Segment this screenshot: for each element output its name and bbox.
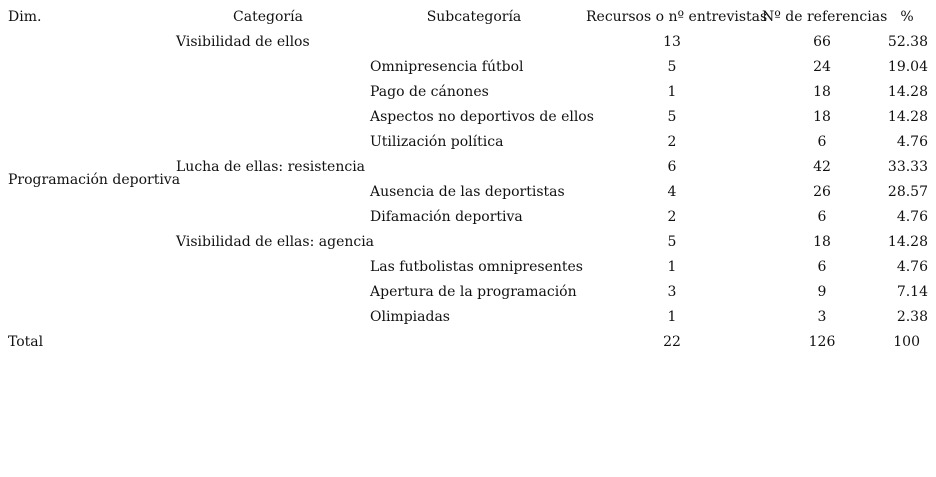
cell-referencias: 42	[813, 159, 831, 175]
cell-pct: 14.28	[887, 84, 928, 100]
cell-recursos: 5	[667, 59, 677, 75]
cell-pct: 2.38	[896, 309, 928, 325]
total-pct: 100	[893, 334, 920, 350]
cell-referencias: 6	[817, 259, 827, 275]
cell-pct: 4.76	[896, 134, 928, 150]
cell-pct: 52.38	[887, 34, 928, 50]
cell-pct: 33.33	[887, 159, 928, 175]
cell-pct: 14.28	[887, 109, 928, 125]
cell-pct: 7.14	[896, 284, 928, 300]
cell-referencias: 18	[813, 234, 831, 250]
cell-recursos: 6	[667, 159, 677, 175]
cell-subcategoria: Difamación deportiva	[370, 209, 523, 225]
cell-categoria: Visibilidad de ellos	[176, 34, 310, 50]
cell-recursos: 4	[667, 184, 677, 200]
cell-pct: 4.76	[896, 209, 928, 225]
cell-subcategoria: Apertura de la programación	[370, 284, 577, 300]
cell-subcategoria: Olimpiadas	[370, 309, 450, 325]
cell-referencias: 9	[817, 284, 827, 300]
cell-pct: 14.28	[887, 234, 928, 250]
cell-subcategoria: Pago de cánones	[370, 84, 489, 100]
header-dim: Dim.	[8, 9, 42, 25]
cell-recursos: 13	[663, 34, 681, 50]
cell-subcategoria: Las futbolistas omnipresentes	[370, 259, 583, 275]
cell-subcategoria: Omnipresencia fútbol	[370, 59, 524, 75]
cell-subcategoria: Ausencia de las deportistas	[370, 184, 565, 200]
cell-subcategoria: Utilización política	[370, 134, 504, 150]
total-referencias: 126	[808, 334, 836, 350]
cell-pct: 4.76	[896, 259, 928, 275]
cell-recursos: 5	[667, 234, 677, 250]
cell-pct: 19.04	[887, 59, 928, 75]
cell-recursos: 1	[667, 259, 677, 275]
cell-referencias: 26	[813, 184, 831, 200]
cell-recursos: 3	[667, 284, 677, 300]
cell-categoria: Visibilidad de ellas: agencia	[176, 234, 375, 250]
cell-recursos: 1	[667, 84, 677, 100]
cell-pct: 28.57	[887, 184, 928, 200]
total-label: Total	[8, 334, 44, 350]
cell-referencias: 6	[817, 209, 827, 225]
cell-referencias: 18	[813, 84, 831, 100]
dimension-label: Programación deportiva	[8, 172, 181, 188]
total-recursos: 22	[663, 334, 681, 350]
cell-subcategoria: Aspectos no deportivos de ellos	[370, 109, 594, 125]
header-categoria: Categoría	[233, 9, 303, 25]
header-subcategoria: Subcategoría	[426, 9, 522, 25]
cell-categoria: Lucha de ellas: resistencia	[176, 159, 366, 175]
cell-recursos: 2	[667, 134, 677, 150]
cell-referencias: 24	[813, 59, 831, 75]
cell-recursos: 2	[667, 209, 677, 225]
header-referencias: Nº de referencias	[762, 9, 888, 25]
cell-referencias: 3	[817, 309, 827, 325]
cell-recursos: 5	[667, 109, 677, 125]
cell-referencias: 66	[813, 34, 831, 50]
header-pct: %	[900, 9, 914, 25]
header-recursos: Recursos o nº entrevistas	[586, 9, 768, 25]
cell-referencias: 18	[813, 109, 831, 125]
cell-recursos: 1	[667, 309, 677, 325]
cell-referencias: 6	[817, 134, 827, 150]
